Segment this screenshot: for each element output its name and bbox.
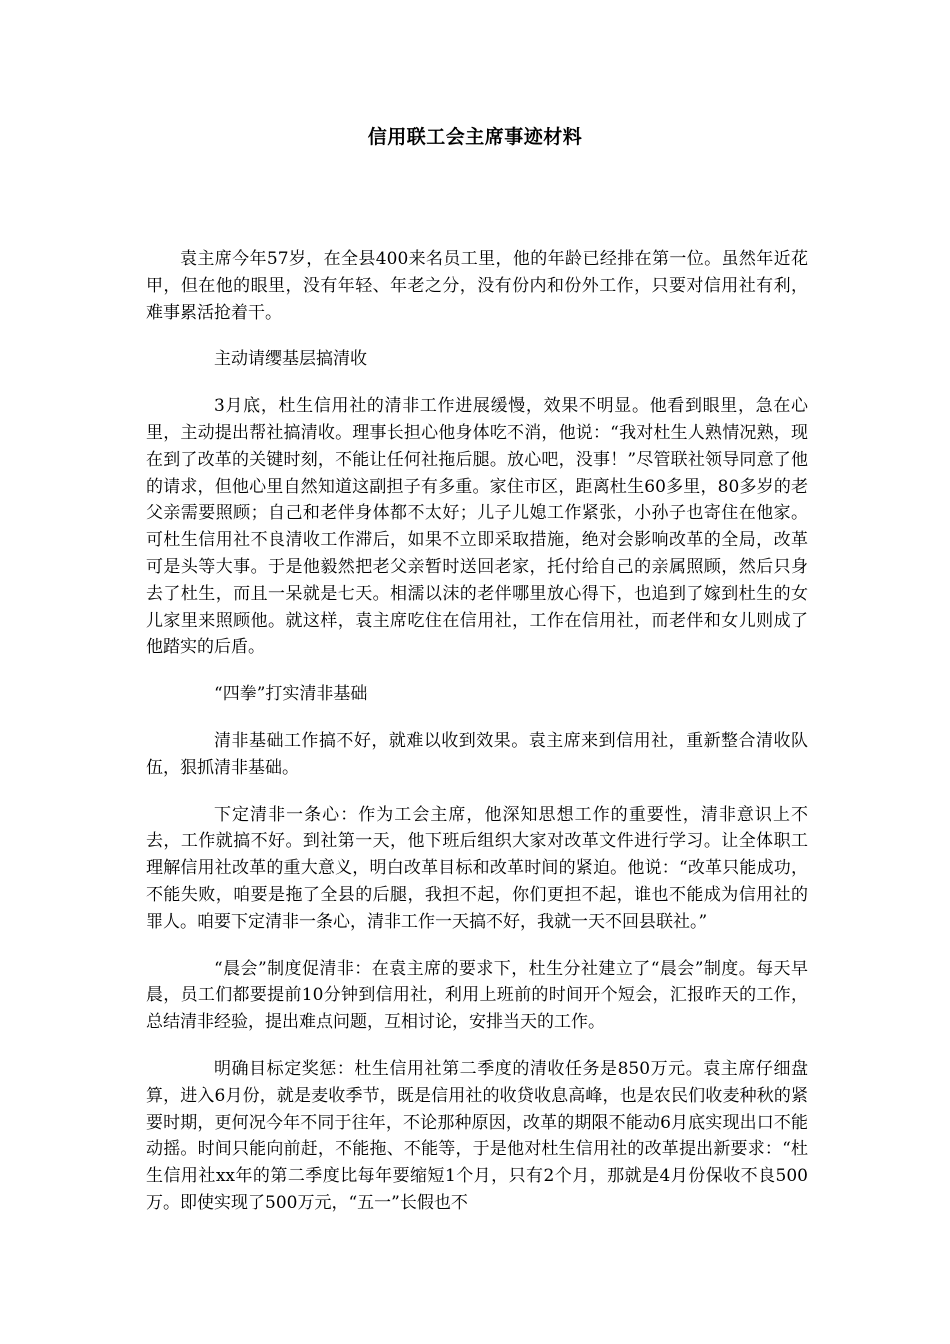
document-title: 信用联工会主席事迹材料 [367, 126, 583, 148]
body-paragraph: 明确目标定奖惩：杜生信用社第二季度的清收任务是850万元。袁主席仔细盘算，进入6月份，就是麦收季节，既是信用社的收贷收息高峰，也是农民们收麦种秋的紧要时期，更何况今年不同于往年，不论那种原因，改革的期限不能动6月底实现出口不能动摇。时间只能向前赶，不能拖、不能等，于是他对杜生信用社的改革提出新要求：“杜生信用社xx年的第二季度比每年要缩短1个月，只有2个月，那就是4月份保收不良500万。即使实现了500万元，“五一”长假也不 [146, 1058, 808, 1213]
section-heading: “四拳”打实清非基础 [214, 684, 368, 705]
body-paragraph: 3月底，杜生信用社的清非工作进展缓慢，效果不明显。他看到眼里，急在心里，主动提出帮社搞清收。理事长担心他身体吃不消，他说：“我对杜生人熟情况熟，现在到了改革的关键时刻，不能让任何社拖后腿。放心吧，没事！”尽管联社领导同意了他的请求，但他心里自然知道这副担子有多重。家住市区，距离杜生60多里，80多岁的老父亲需要照顾；自己和老伴身体都不太好；儿子儿媳工作紧张，小孙子也寄住在他家。可杜生信用社不良清收工作滞后，如果不立即采取措施，绝对会影响改革的全局，改革可是头等大事。于是他毅然把老父亲暂时送回老家，托付给自己的亲属照顾，然后只身去了杜生，而且一呆就是七天。相濡以沫的老伴哪里放心得下，也追到了嫁到杜生的女儿家里来照顾他。就这样，袁主席吃住在信用社，工作在信用社，而老伴和女儿则成了他踏实的后盾。 [146, 396, 808, 658]
body-paragraph: 清非基础工作搞不好，就难以收到效果。袁主席来到信用社，重新整合清收队伍，狠抓清非基础。 [146, 730, 808, 778]
document-body [146, 246, 808, 1237]
body-paragraph: “晨会”制度促清非：在袁主席的要求下，杜生分社建立了“晨会”制度。每天早晨，员工们都要提前10分钟到信用社，利用上班前的时间开个短会，汇报昨天的工作，总结清非经验，提出难点问题，互相讨论，安排当天的工作。 [146, 958, 808, 1033]
section-heading: 主动请缨基层搞清收 [214, 349, 367, 370]
intro-paragraph: 袁主席今年57岁，在全县400来名员工里，他的年龄已经排在第一位。虽然年近花甲，但在他的眼里，没有年轻、年老之分，没有份内和份外工作，只要对信用社有利，难事累活抢着干。 [146, 249, 808, 323]
body-paragraph: 下定清非一条心：作为工会主席，他深知思想工作的重要性，清非意识上不去，工作就搞不好。到社第一天，他下班后组织大家对改革文件进行学习。让全体职工理解信用社改革的重大意义，明白改革目标和改革时间的紧迫。他说：“改革只能成功，不能失败，咱要是拖了全县的后腿，我担不起，你们更担不起，谁也不能成为信用社的罪人。咱要下定清非一条心，清非工作一天搞不好，我就一天不回县联社。” [146, 804, 808, 932]
